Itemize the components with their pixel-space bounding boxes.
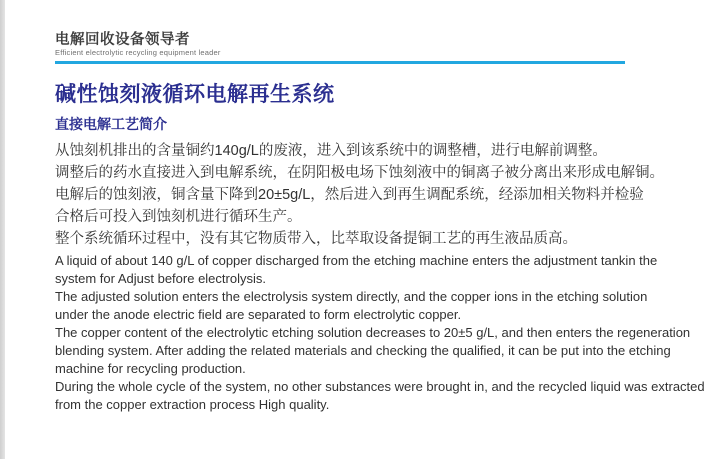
page-content	[55, 32, 705, 414]
english-description-line: The copper content of the electrolytic etching solution decreases to 20±5 g/L, and then enters the regeneration	[55, 325, 691, 340]
english-description-line: During the whole cycle of the system, no other substances were brought in, and the recycled liquid was extracted	[55, 379, 705, 394]
header-divider	[55, 61, 625, 64]
english-description	[55, 252, 705, 414]
english-description-line: The adjusted solution enters the electrolysis system directly, and the copper ions in the etching solution	[55, 289, 648, 304]
section-subtitle: 直接电解工艺简介	[55, 116, 167, 132]
english-description-line: from the copper extraction process High quality.	[55, 397, 330, 412]
english-description-line: system for Adjust before electrolysis.	[55, 271, 266, 286]
english-description-line: under the anode electric field are separated to form electrolytic copper.	[55, 307, 462, 322]
page-title: 碱性蚀刻液循环电解再生系统	[55, 83, 335, 106]
english-description-line: blending system. After adding the related materials and checking the qualified, it can be put into the etching	[55, 343, 671, 358]
chinese-description-line: 调整后的药水直接进入到电解系统，在阴阳极电场下蚀刻液中的铜离子被分离出来形成电解铜。	[55, 165, 664, 181]
brand-title: 电解回收设备领导者	[55, 32, 190, 48]
chinese-description-line: 从蚀刻机排出的含量铜约140g/L的废液，进入到该系统中的调整槽，进行电解前调整。	[55, 143, 607, 159]
brand-header	[55, 32, 647, 64]
chinese-description-line: 整个系统循环过程中，没有其它物质带入，比萃取设备提铜工艺的再生液品质高。	[55, 231, 577, 247]
chinese-description-line: 电解后的蚀刻液，铜含量下降到20±5g/L，然后进入到再生调配系统，经添加相关物料并检验	[55, 187, 644, 203]
english-description-line: machine for recycling production.	[55, 361, 246, 376]
chinese-description-line: 合格后可投入到蚀刻机进行循环生产。	[55, 209, 302, 225]
page-left-edge	[0, 0, 5, 459]
english-description-line: A liquid of about 140 g/L of copper discharged from the etching machine enters the adjustment tankin the	[55, 253, 658, 268]
chinese-description	[55, 140, 664, 250]
brand-tagline: Efficient electrolytic recycling equipment leader	[55, 48, 221, 57]
